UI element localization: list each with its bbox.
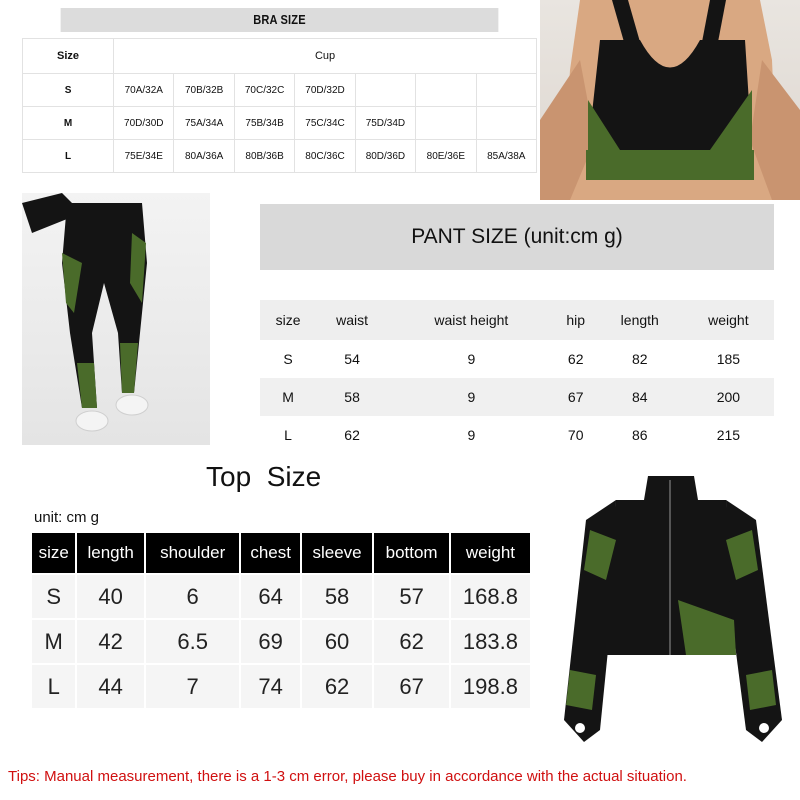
bra-cup-cell (416, 74, 476, 107)
bra-cup-cell: 70D/30D (114, 107, 174, 140)
bra-cup-cell (476, 107, 536, 140)
leggings-photo (22, 193, 210, 445)
bra-size-title: BRA SIZE (61, 8, 499, 32)
table-cell: 70 (555, 416, 597, 454)
table-row (32, 620, 530, 663)
table-cell: 215 (683, 416, 774, 454)
bra-cup-cell (476, 74, 536, 107)
column-header: chest (241, 533, 299, 573)
pant-size-title: PANT SIZE (unit:cm g) (260, 204, 774, 270)
bra-cup-cell: 75C/34C (295, 107, 355, 140)
table-cell: M (32, 620, 75, 663)
table-cell: M (260, 378, 316, 416)
measurement-tips: Tips: Manual measurement, there is a 1-3 cm error, please buy in accordance with the actual situation. (8, 768, 687, 785)
column-header: waist (316, 300, 388, 340)
bra-size-cell: L (23, 140, 114, 173)
table-header-row (32, 533, 530, 573)
table-cell: 62 (555, 340, 597, 378)
table-cell: S (32, 575, 75, 618)
bra-cup-cell: 85A/38A (476, 140, 536, 173)
column-header: size (260, 300, 316, 340)
table-cell: 60 (302, 620, 373, 663)
column-header: bottom (374, 533, 449, 573)
bra-cup-cell: 70C/32C (234, 74, 294, 107)
table-cell: 58 (316, 378, 388, 416)
table-cell: 62 (316, 416, 388, 454)
sports-bra-illustration (540, 0, 800, 200)
table-cell: 168.8 (451, 575, 530, 618)
table-cell: 84 (597, 378, 683, 416)
table-cell: 74 (241, 665, 299, 708)
top-size-title: Top Size (206, 461, 322, 492)
bra-size-cell: M (23, 107, 114, 140)
table-row (32, 665, 530, 708)
leggings-illustration (22, 193, 210, 445)
table-cell: 7 (146, 665, 240, 708)
table-cell: 86 (597, 416, 683, 454)
table-cell: 185 (683, 340, 774, 378)
bra-cup-cell: 80C/36C (295, 140, 355, 173)
table-cell: 44 (77, 665, 143, 708)
table-row (260, 416, 774, 454)
bra-cup-cell (416, 107, 476, 140)
bra-cup-cell: 70D/32D (295, 74, 355, 107)
column-header: size (32, 533, 75, 573)
bra-cup-cell: 70B/32B (174, 74, 234, 107)
table-header-row (23, 39, 537, 74)
bra-size-header: Size (23, 39, 114, 74)
bra-cup-cell: 80D/36D (355, 140, 415, 173)
table-cell: 54 (316, 340, 388, 378)
bra-cup-cell: 75A/34A (174, 107, 234, 140)
bra-cup-cell: 75D/34D (355, 107, 415, 140)
top-size-unit: unit: cm g (34, 509, 100, 526)
bra-cup-cell: 80A/36A (174, 140, 234, 173)
table-cell: L (32, 665, 75, 708)
table-row (23, 140, 537, 173)
table-cell: S (260, 340, 316, 378)
table-cell: 9 (388, 416, 555, 454)
table-row (23, 74, 537, 107)
column-header: hip (555, 300, 597, 340)
table-cell: 200 (683, 378, 774, 416)
table-cell: 62 (302, 665, 373, 708)
table-row (260, 378, 774, 416)
table-cell: 198.8 (451, 665, 530, 708)
column-header: sleeve (302, 533, 373, 573)
table-cell: 67 (374, 665, 449, 708)
table-cell: 42 (77, 620, 143, 663)
table-row (260, 340, 774, 378)
bra-cup-header: Cup (114, 39, 537, 74)
bra-size-cell: S (23, 74, 114, 107)
table-cell: 6.5 (146, 620, 240, 663)
sports-bra-photo (540, 0, 800, 200)
bra-cup-cell: 80B/36B (234, 140, 294, 173)
bra-cup-cell: 75E/34E (114, 140, 174, 173)
bra-cup-cell: 75B/34B (234, 107, 294, 140)
bra-cup-cell: 70A/32A (114, 74, 174, 107)
table-row (32, 575, 530, 618)
table-cell: 183.8 (451, 620, 530, 663)
table-cell: 69 (241, 620, 299, 663)
table-cell: L (260, 416, 316, 454)
table-header-row (260, 300, 774, 340)
column-header: weight (451, 533, 530, 573)
table-cell: 6 (146, 575, 240, 618)
zip-jacket-photo (556, 470, 796, 760)
table-cell: 58 (302, 575, 373, 618)
column-header: shoulder (146, 533, 240, 573)
bra-size-chart (22, 8, 537, 166)
zip-jacket-illustration (556, 470, 796, 760)
column-header: length (597, 300, 683, 340)
column-header: waist height (388, 300, 555, 340)
bra-size-table (22, 38, 537, 173)
table-cell: 40 (77, 575, 143, 618)
bra-cup-cell: 80E/36E (416, 140, 476, 173)
table-cell: 82 (597, 340, 683, 378)
table-cell: 62 (374, 620, 449, 663)
top-size-table (30, 531, 532, 710)
column-header: weight (683, 300, 774, 340)
table-cell: 64 (241, 575, 299, 618)
table-cell: 67 (555, 378, 597, 416)
table-cell: 57 (374, 575, 449, 618)
bra-cup-cell (355, 74, 415, 107)
column-header: length (77, 533, 143, 573)
table-cell: 9 (388, 378, 555, 416)
pant-size-table (260, 300, 774, 454)
table-row (23, 107, 537, 140)
table-cell: 9 (388, 340, 555, 378)
